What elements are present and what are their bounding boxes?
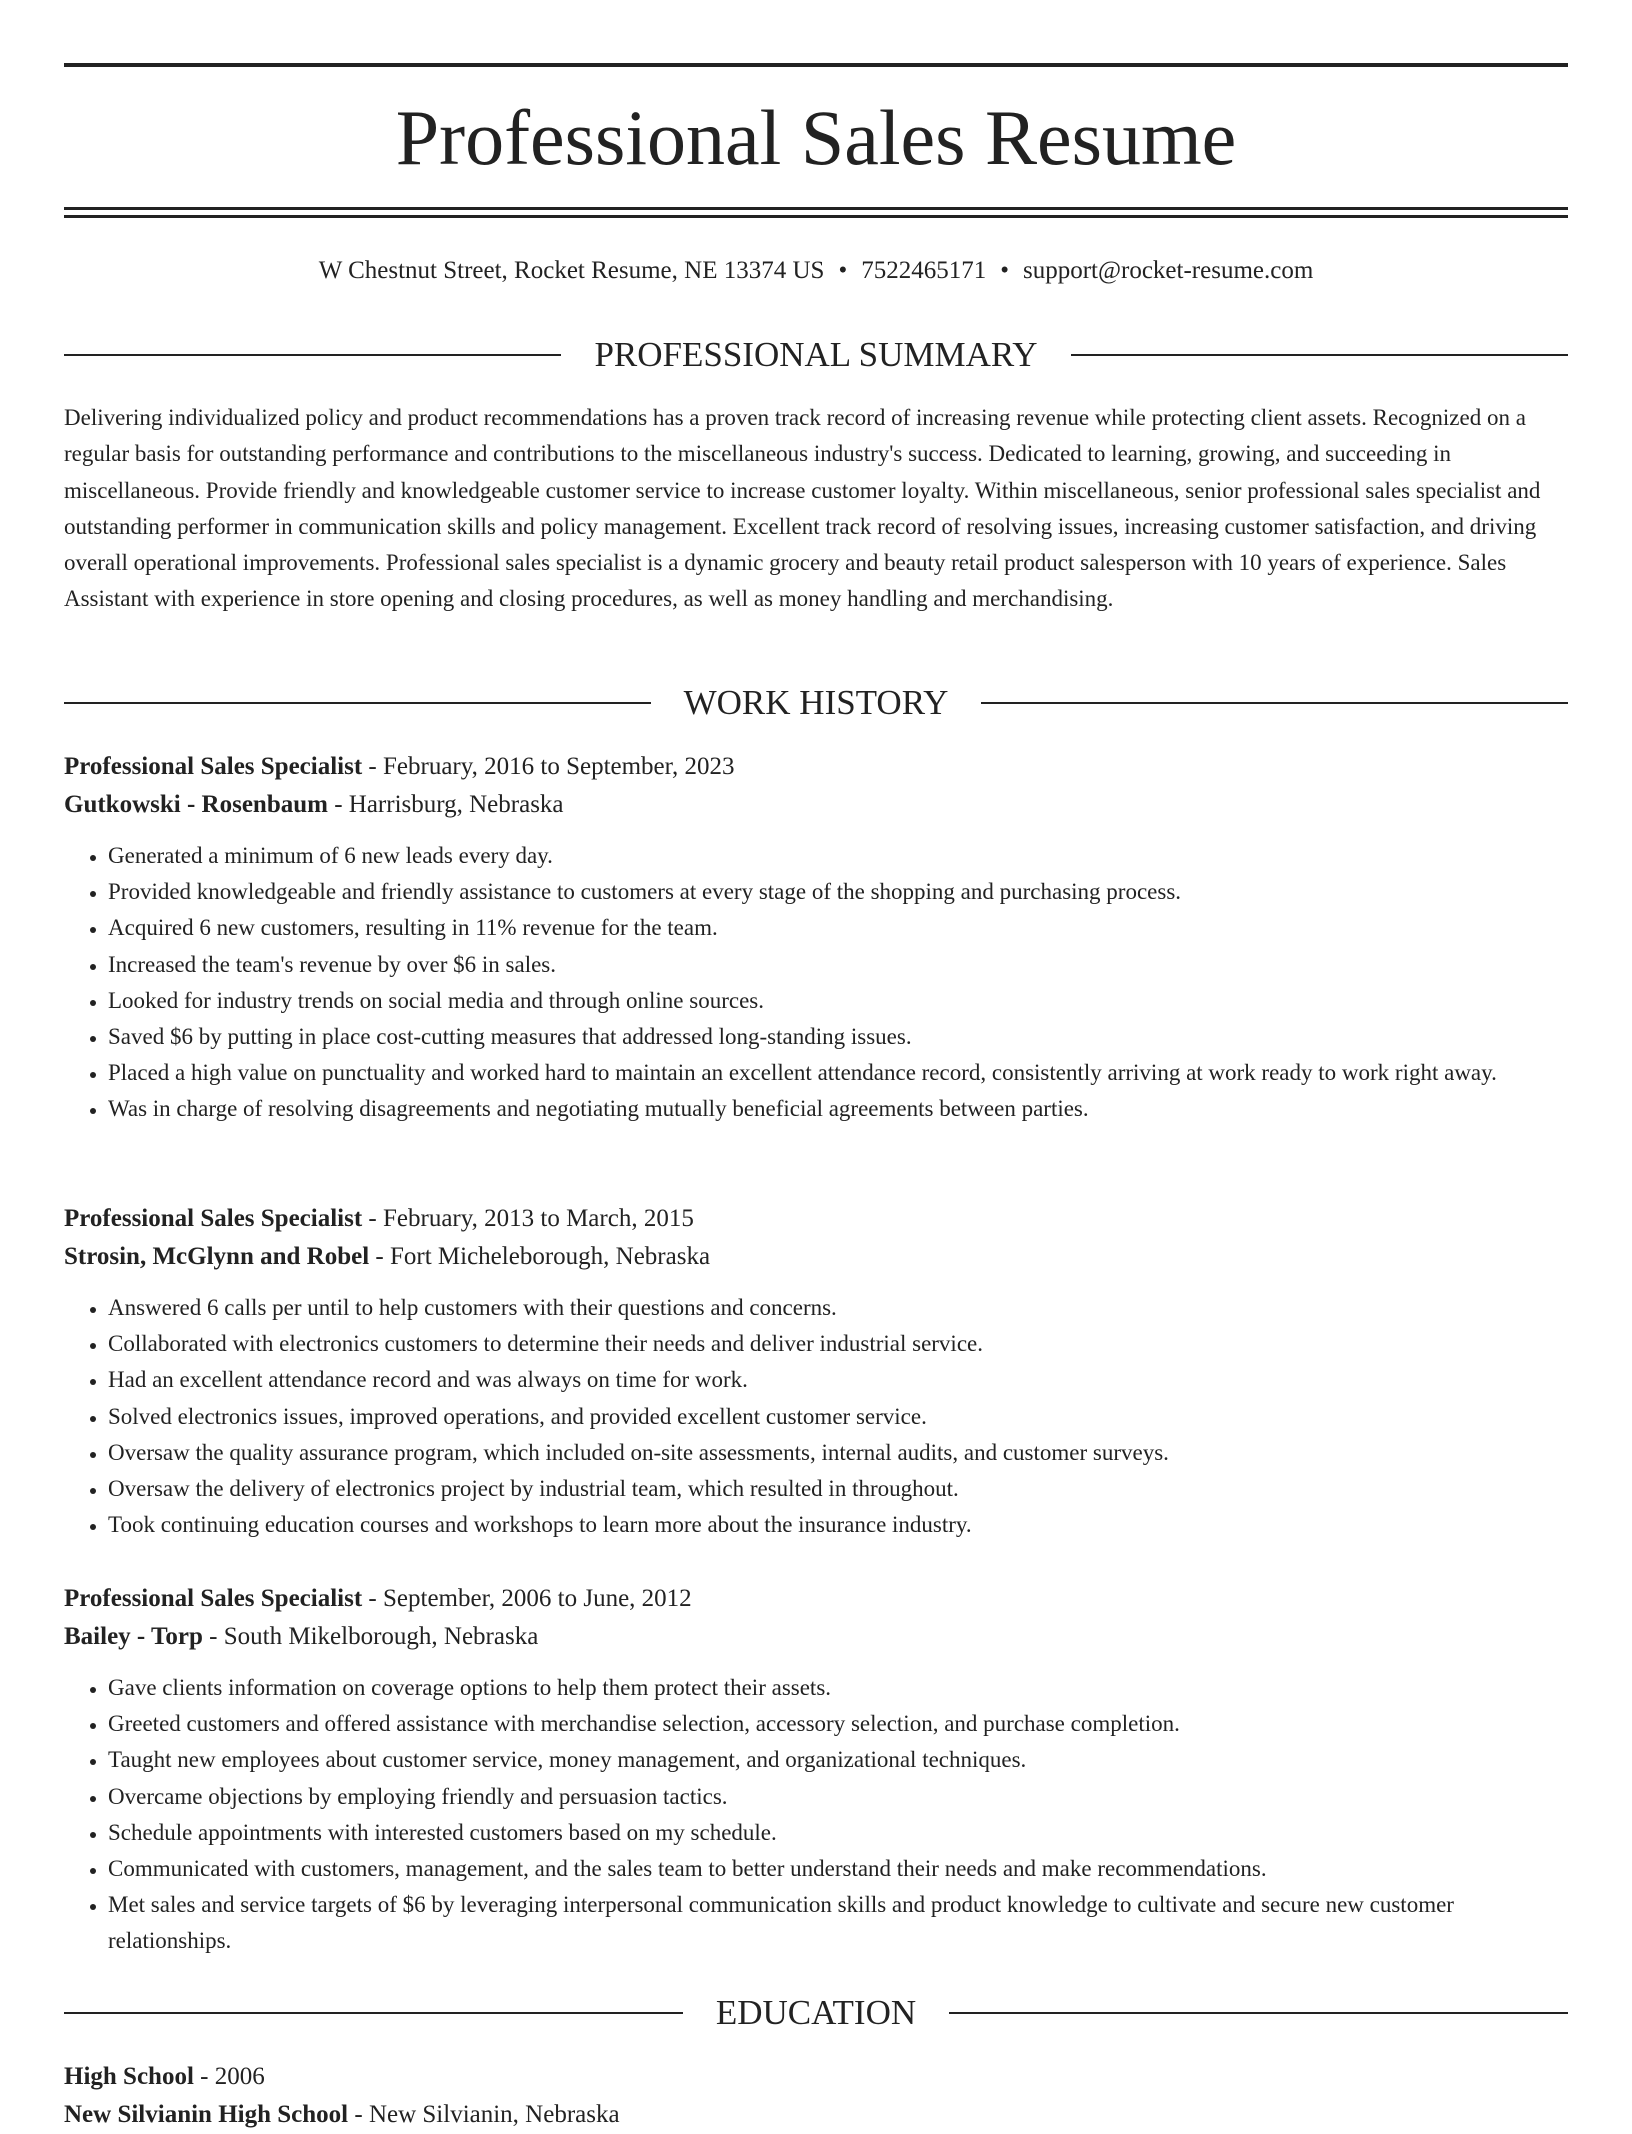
job-bullets <box>64 1670 1568 1960</box>
list-item: • Gave clients information on coverage options to help them protect their assets. <box>108 1670 1568 1706</box>
list-item: • Schedule appointments with interested customers based on my schedule. <box>108 1815 1568 1851</box>
work-history-heading-label: WORK HISTORY <box>683 683 949 722</box>
education-heading <box>64 1991 1568 2035</box>
job-location: Harrisburg, Nebraska <box>348 791 564 818</box>
resume-title: Professional Sales Resume <box>395 94 1237 181</box>
list-item: • Met sales and service targets of $6 by leveraging interpersonal communication skills and product knowledge to cultivate and secure new customer relationships. <box>108 1887 1568 1959</box>
job-title: Professional Sales Specialist <box>64 1205 363 1232</box>
heading-rule-left <box>64 702 651 704</box>
education-heading-label: EDUCATION <box>715 1993 917 2032</box>
list-item: • Generated a minimum of 6 new leads every day. <box>108 838 1568 874</box>
education-entry <box>64 2058 1568 2134</box>
education-degree-line: High School - 2006 <box>64 2063 265 2090</box>
list-item: • Answered 6 calls per until to help customers with their questions and concerns. <box>108 1290 1568 1326</box>
list-item: • Greeted customers and offered assistance with merchandise selection, accessory selection, and purchase completion. <box>108 1706 1568 1742</box>
job-location: South Mikelborough, Nebraska <box>223 1623 539 1650</box>
job-location: Fort Micheleborough, Nebraska <box>389 1243 711 1270</box>
job-dates: February, 2013 to March, 2015 <box>383 1205 694 1232</box>
list-item: • Was in charge of resolving disagreements and negotiating mutually beneficial agreements between parties. <box>108 1091 1568 1127</box>
summary-heading <box>64 333 1568 377</box>
contact-address: W Chestnut Street, Rocket Resume, NE 13374 US <box>318 257 825 284</box>
summary-heading-label: PROFESSIONAL SUMMARY <box>594 335 1038 374</box>
heading-rule-right <box>1071 354 1568 356</box>
education-school-line: New Silvianin High School - New Silvianin, Nebraska <box>64 2101 620 2128</box>
list-item: • Took continuing education courses and workshops to learn more about the insurance industry. <box>108 1507 1568 1543</box>
list-item: • Taught new employees about customer service, money management, and organizational techniques. <box>108 1742 1568 1778</box>
contact-separator: • <box>1000 257 1009 284</box>
contact-line <box>0 254 1632 288</box>
contact-phone: 7522465171 <box>861 257 987 284</box>
job-dates: September, 2006 to June, 2012 <box>383 1585 692 1612</box>
heading-rule-right <box>981 702 1568 704</box>
education-degree: High School <box>64 2063 194 2090</box>
job-company-line: Bailey - Torp - South Mikelborough, Nebraska <box>64 1623 539 1650</box>
job-entry <box>64 1200 1568 1543</box>
job-title: Professional Sales Specialist <box>64 1585 363 1612</box>
list-item: • Overcame objections by employing friendly and persuasion tactics. <box>108 1779 1568 1815</box>
job-entry <box>64 1580 1568 1960</box>
work-history-heading <box>64 681 1568 725</box>
job-company-line: Gutkowski - Rosenbaum - Harrisburg, Nebraska <box>64 791 564 818</box>
list-item: • Placed a high value on punctuality and worked hard to maintain an excellent attendance record, consistently arriving at work ready to work right away. <box>108 1055 1568 1091</box>
list-item: • Provided knowledgeable and friendly assistance to customers at every stage of the shopping and purchasing process. <box>108 874 1568 910</box>
job-company: Gutkowski - Rosenbaum <box>64 791 328 818</box>
education-school: New Silvianin High School <box>64 2101 349 2128</box>
job-company-line: Strosin, McGlynn and Robel - Fort Micheleborough, Nebraska <box>64 1243 711 1270</box>
job-company: Strosin, McGlynn and Robel <box>64 1243 370 1270</box>
job-entry <box>64 748 1568 1128</box>
summary-text: Delivering individualized policy and product recommendations has a proven track record of increasing revenue while protecting client assets. Recognized on a regular basis for outstanding performance and contributions to the miscellaneous industry's success. Dedicated to learning, growing, and succeeding in miscellaneous. Provide friendly and knowledgeable customer service to increase customer loyalty. Within miscellaneous, senior professional sales specialist and outstanding performer in communication skills and policy management. Excellent track record of resolving issues, increasing customer satisfaction, and driving overall operational improvements. Professional sales specialist is a dynamic grocery and beauty retail product salesperson with 10 years of experience. Sales Assistant with experience in store opening and closing procedures, as well as money handling and merchandising. <box>64 405 1541 612</box>
contact-email: support@rocket-resume.com <box>1022 257 1314 284</box>
title-double-rule-lower <box>64 215 1568 218</box>
list-item: • Oversaw the delivery of electronics project by industrial team, which resulted in throughout. <box>108 1471 1568 1507</box>
list-item: • Oversaw the quality assurance program, which included on-site assessments, internal audits, and customer surveys. <box>108 1435 1568 1471</box>
education-location: New Silvianin, Nebraska <box>368 2101 620 2128</box>
list-item: • Increased the team's revenue by over $6 in sales. <box>108 947 1568 983</box>
job-title-line: Professional Sales Specialist - September, 2006 to June, 2012 <box>64 1585 692 1612</box>
job-title-line: Professional Sales Specialist - February, 2013 to March, 2015 <box>64 1205 694 1232</box>
job-bullets <box>64 838 1568 1128</box>
list-item: • Looked for industry trends on social media and through online sources. <box>108 983 1568 1019</box>
heading-rule-left <box>64 354 561 356</box>
job-company: Bailey - Torp <box>64 1623 203 1650</box>
list-item: • Acquired 6 new customers, resulting in 11% revenue for the team. <box>108 910 1568 946</box>
title-double-rule-upper <box>64 207 1568 210</box>
job-title: Professional Sales Specialist <box>64 753 363 780</box>
job-dates: February, 2016 to September, 2023 <box>383 753 735 780</box>
job-bullets <box>64 1290 1568 1543</box>
job-title-line: Professional Sales Specialist - February, 2016 to September, 2023 <box>64 753 735 780</box>
top-rule <box>64 63 1568 67</box>
list-item: • Saved $6 by putting in place cost-cutting measures that addressed long-standing issues. <box>108 1019 1568 1055</box>
heading-rule-right <box>949 2012 1568 2014</box>
list-item: • Collaborated with electronics customers to determine their needs and deliver industrial service. <box>108 1326 1568 1362</box>
list-item: • Solved electronics issues, improved operations, and provided excellent customer service. <box>108 1399 1568 1435</box>
contact-separator: • <box>838 257 848 284</box>
list-item: • Communicated with customers, management, and the sales team to better understand their needs and make recommendations. <box>108 1851 1568 1887</box>
heading-rule-left <box>64 2012 683 2014</box>
list-item: • Had an excellent attendance record and was always on time for work. <box>108 1362 1568 1398</box>
education-year: 2006 <box>214 2063 265 2090</box>
